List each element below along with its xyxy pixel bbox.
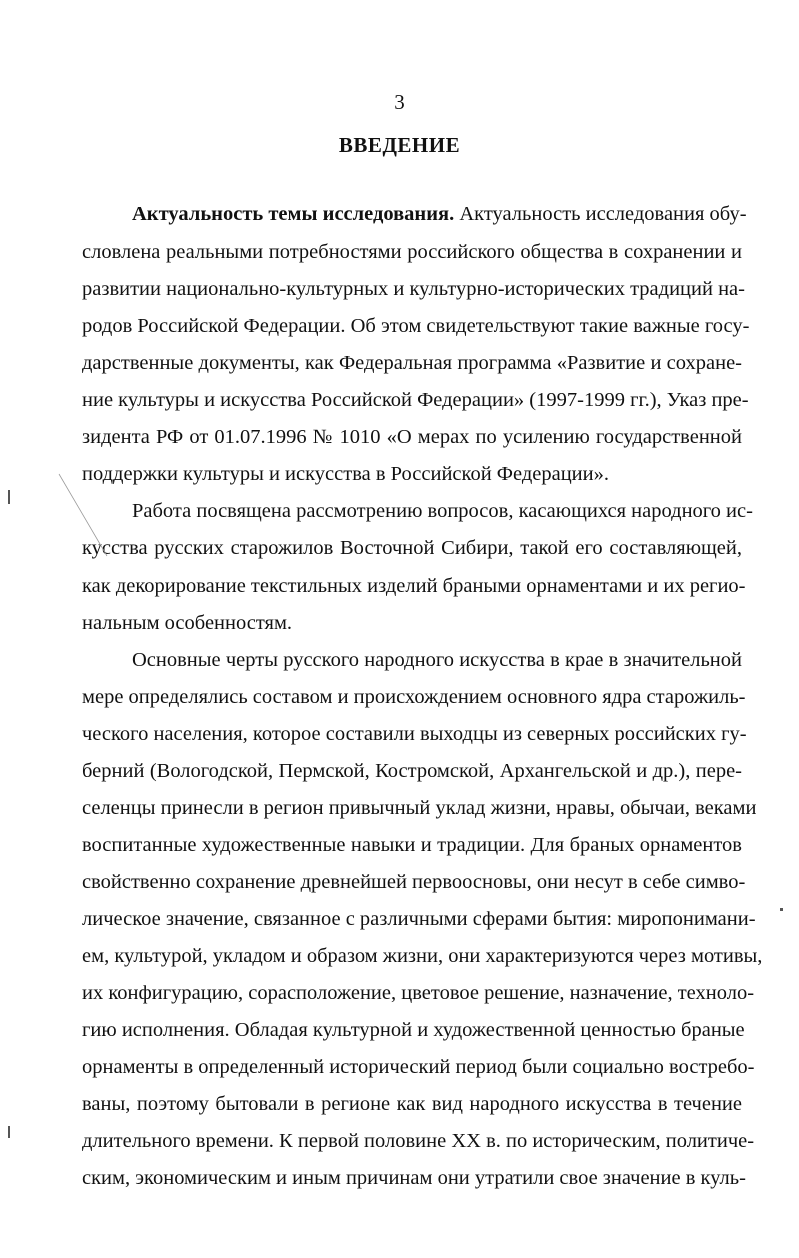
text-line: родов Российской Федерации. Об этом свидетельствуют такие важные госу-: [82, 315, 750, 337]
page-title: ВВЕДЕНИЕ: [338, 133, 461, 157]
text-line: ние культуры и искусства Российской Федерации» (1997-1999 гг.), Указ пре-: [82, 389, 749, 411]
text-line: их конфигурацию, сорасположение, цветовое решение, назначение, техноло-: [82, 982, 755, 1004]
page-number: 3: [394, 90, 405, 114]
text-line: гию исполнения. Обладая культурной и художественной ценностью браные: [82, 1019, 745, 1041]
scan-mark: [8, 1126, 10, 1138]
text-line: словлена реальными потребностями российского общества в сохранении и: [82, 241, 742, 263]
text-line: поддержки культуры и искусства в Российской Федерации».: [82, 463, 609, 485]
scan-mark: [780, 908, 783, 911]
text-line: Работа посвящена рассмотрению вопросов, касающихся народного ис-: [132, 500, 753, 522]
text-line: орнаменты в определенный исторический период были социально востребо-: [82, 1056, 755, 1078]
text-line: дарственные документы, как Федеральная программа «Развитие и сохране-: [82, 352, 742, 374]
text-line: Актуальность темы исследования. Актуальность исследования обу-: [132, 203, 747, 225]
text-line: воспитанные художественные навыки и традиции. Для браных орнаментов: [82, 834, 742, 856]
text-line: ским, экономическим и иным причинам они утратили свое значение в куль-: [82, 1167, 746, 1189]
text-line: ческого населения, которое составили выходцы из северных российских гу-: [82, 723, 747, 745]
text-line: развитии национально-культурных и культурно-исторических традиций на-: [82, 278, 745, 300]
text-line: лическое значение, связанное с различными сферами бытия: миропонимани-: [82, 908, 756, 930]
text-line: зидента РФ от 01.07.1996 № 1010 «О мерах по усилению государственной: [82, 426, 742, 448]
text-line: длительного времени. К первой половине XX в. по историческим, политиче-: [82, 1130, 755, 1152]
text-line: кусства русских старожилов Восточной Сибири, такой его составляющей,: [82, 537, 742, 559]
text-line: ем, культурой, укладом и образом жизни, они характеризуются через мотивы,: [82, 945, 763, 967]
text-line: нальным особенностям.: [82, 612, 293, 634]
scan-mark: [8, 490, 10, 504]
text-line: селенцы принесли в регион привычный уклад жизни, нравы, обычаи, веками: [82, 797, 757, 819]
relevance-heading: Актуальность темы исследования.: [132, 203, 455, 225]
text-line: ваны, поэтому бытовали в регионе как вид народного искусства в течение: [82, 1093, 742, 1115]
text-line: свойственно сохранение древнейшей первоосновы, они несут в себе симво-: [82, 871, 746, 893]
scan-scratch: [55, 470, 115, 560]
text-line: берний (Вологодской, Пермской, Костромской, Архангельской и др.), пере-: [82, 760, 742, 782]
text-line: мере определялись составом и происхождением основного ядра старожиль-: [82, 686, 746, 708]
text-line: как декорирование текстильных изделий браными орнаментами и их регио-: [82, 575, 746, 597]
text-line: Основные черты русского народного искусства в крае в значительной: [132, 649, 742, 671]
